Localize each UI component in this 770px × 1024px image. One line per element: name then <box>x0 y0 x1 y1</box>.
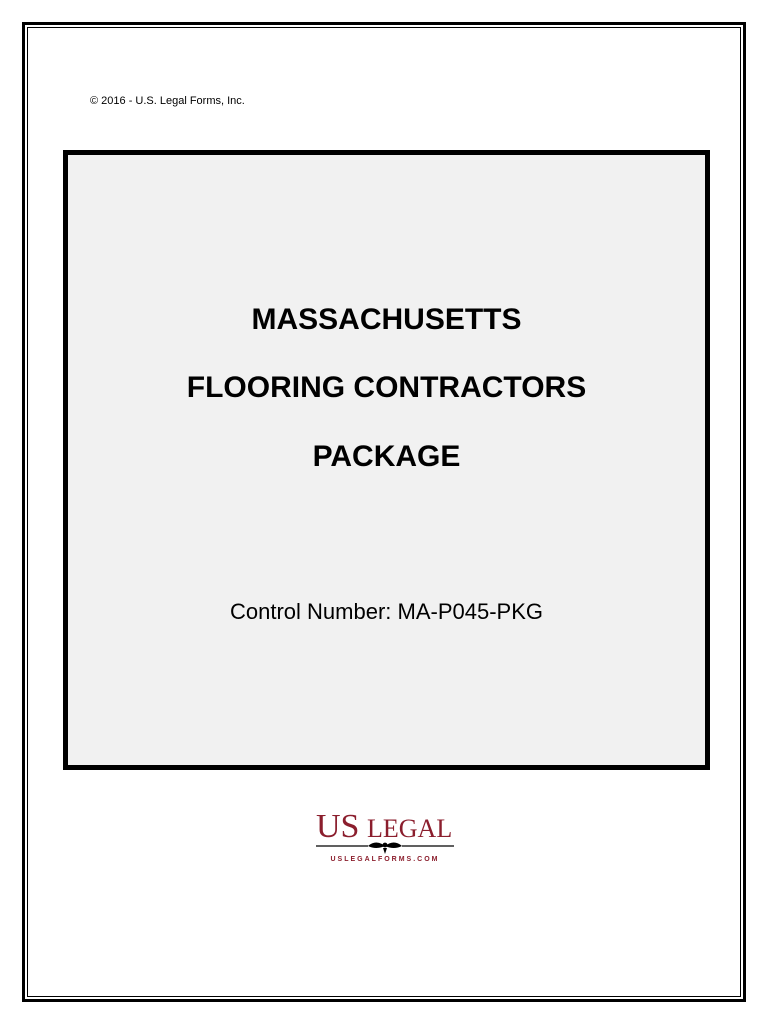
logo-text-us: US <box>316 808 360 845</box>
logo-url: USLEGALFORMS.COM <box>330 856 440 863</box>
title-type: PACKAGE <box>312 440 461 473</box>
uslegal-logo-graphic <box>300 806 470 866</box>
uslegal-logo <box>300 806 470 866</box>
cover-title-box <box>63 150 710 770</box>
copyright-notice: © 2016 - U.S. Legal Forms, Inc. <box>90 95 245 107</box>
control-number: Control Number: MA-P045-PKG <box>230 599 543 624</box>
title-state: MASSACHUSETTS <box>251 303 522 336</box>
logo-text-legal: LEGAL <box>367 814 453 843</box>
title-subject: FLOORING CONTRACTORS <box>186 371 587 404</box>
